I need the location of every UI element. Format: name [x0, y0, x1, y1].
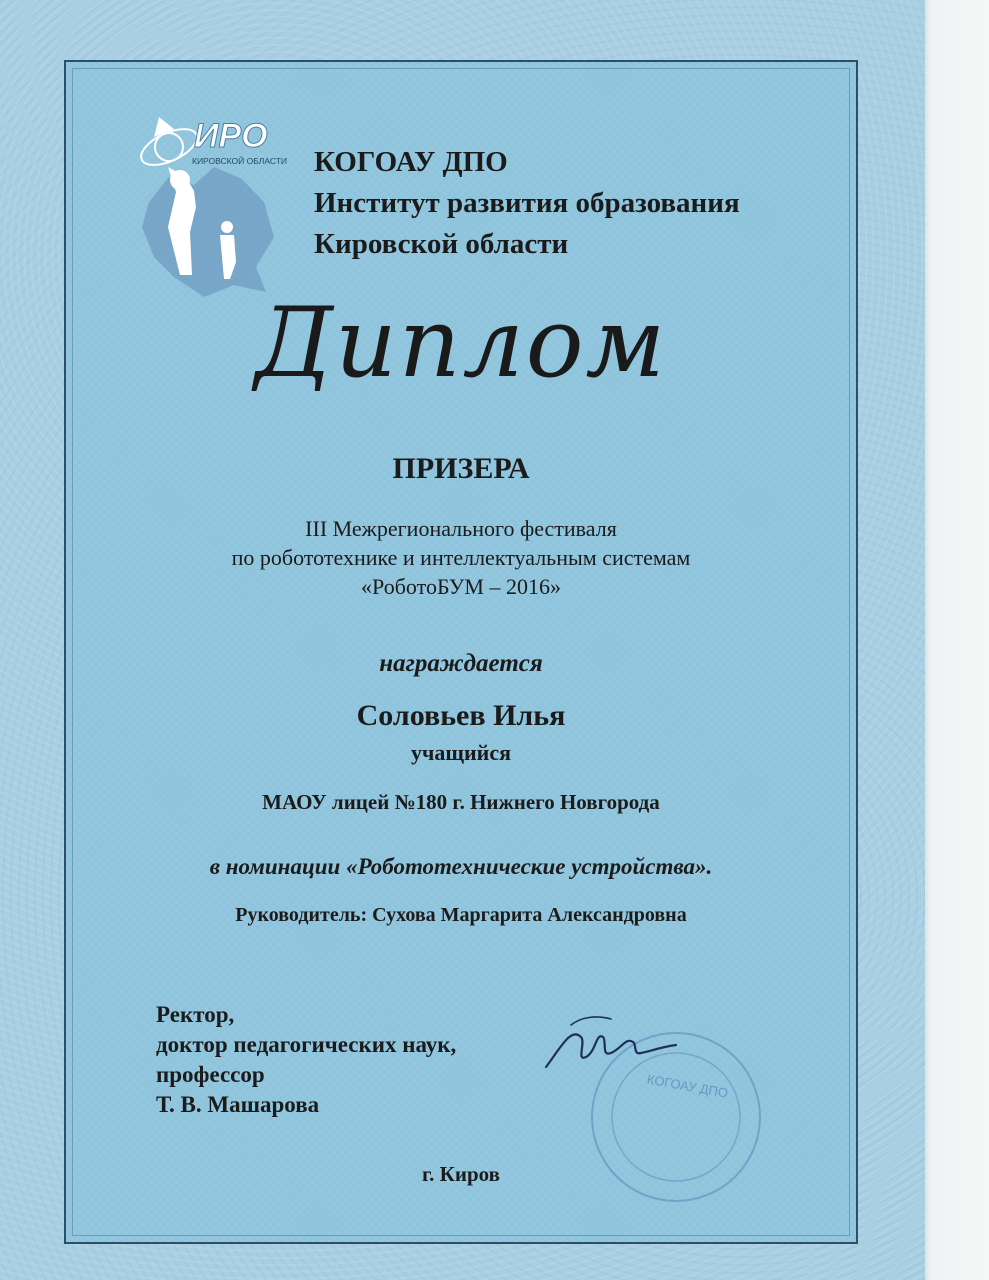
org-line-1: КОГОАУ ДПО	[314, 146, 508, 178]
recipient-name: Соловьев Илья	[356, 699, 566, 732]
recipient-role: учащийся	[411, 740, 511, 765]
diploma-frame	[64, 60, 858, 1244]
festival-name	[66, 514, 856, 601]
logo-subtitle: КИРОВСКОЙ ОБЛАСТИ	[192, 156, 288, 166]
iro-logo-icon	[124, 107, 289, 302]
signatory-rank: профессор	[156, 1062, 265, 1087]
logo-name: ИРО	[194, 117, 268, 155]
festival-line-3: «РоботоБУМ – 2016»	[361, 574, 561, 599]
nomination: в номинации «Робототехнические устройства».	[209, 854, 713, 879]
festival-line-2: по робототехнике и интеллектуальным системам	[231, 545, 691, 570]
signatory-name: Т. В. Машарова	[156, 1092, 320, 1117]
diploma-subtitle: ПРИЗЕРА	[392, 452, 530, 485]
organization-header	[314, 142, 834, 265]
scan-margin	[925, 0, 989, 1280]
signatory-degree: доктор педагогических наук,	[156, 1032, 457, 1057]
supervisor: Руководитель: Сухова Маргарита Александровна	[235, 904, 687, 926]
diploma-title: Диплом	[254, 287, 668, 399]
festival-line-1: III Межрегионального фестиваля	[305, 516, 617, 541]
recipient-school: МАОУ лицей №180 г. Нижнего Новгорода	[262, 790, 660, 814]
awarded-label: награждается	[379, 650, 543, 677]
org-line-3: Кировской области	[314, 228, 569, 260]
org-line-2: Институт развития образования	[314, 187, 740, 219]
signatory-block	[156, 1000, 456, 1120]
signatory-title: Ректор,	[156, 1002, 235, 1027]
city: г. Киров	[422, 1162, 500, 1186]
signature-icon	[541, 1007, 681, 1087]
stamp-text: КОГОАУ ДПО	[645, 1071, 730, 1101]
